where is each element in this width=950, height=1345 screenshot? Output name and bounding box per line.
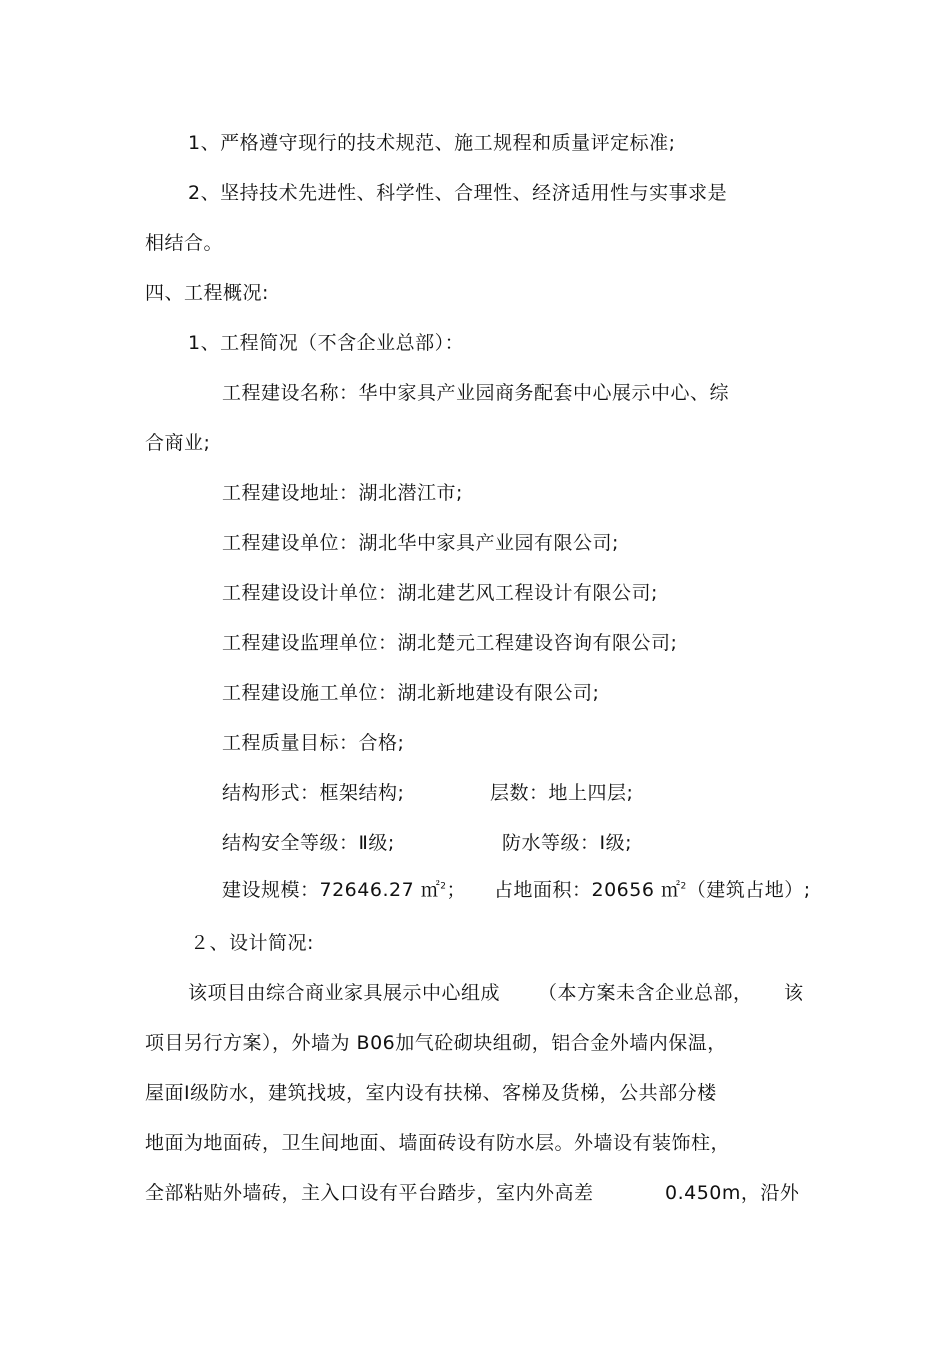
principle-2: 2、坚持技术先进性、科学性、合理性、经济适用性与实事求是 bbox=[188, 182, 728, 204]
design-para-line-3: 屋面Ⅰ级防水，建筑找坡，室内设有扶梯、客梯及货梯，公共部分楼 bbox=[145, 1082, 717, 1104]
waterproof-grade: 防水等级：Ⅰ级; bbox=[502, 832, 633, 854]
quality-target: 工程质量目标：合格; bbox=[222, 732, 405, 754]
subsection-overview: 1、工程简况（不含企业总部）： bbox=[188, 332, 465, 354]
subsection-design: ２、设计简况: bbox=[190, 932, 314, 954]
construction-scale: 建设规模：72646.27 ㎡$^2$； bbox=[222, 879, 466, 901]
principle-1: 1、严格遵守现行的技术规范、施工规程和质量评定标准; bbox=[188, 132, 676, 154]
section-heading: 四、工程概况: bbox=[145, 282, 269, 304]
principle-2-cont: 相结合。 bbox=[145, 232, 224, 254]
project-contractor: 工程建设施工单位：湖北新地建设有限公司; bbox=[222, 682, 600, 704]
floor-count: 层数：地上四层; bbox=[490, 782, 634, 804]
safety-grade: 结构安全等级：Ⅱ级; bbox=[222, 832, 395, 854]
land-area: 占地面积：20656 ㎡$^2$（建筑占地）; bbox=[494, 879, 811, 901]
project-owner: 工程建设单位：湖北华中家具产业园有限公司; bbox=[222, 532, 619, 554]
project-name: 工程建设名称：华中家具产业园商务配套中心展示中心、综 bbox=[222, 382, 730, 404]
design-para-line-4: 地面为地面砖，卫生间地面、墙面砖设有防水层。外墙设有装饰柱， bbox=[145, 1132, 731, 1154]
project-address: 工程建设地址：湖北潜江市; bbox=[222, 482, 463, 504]
structure-type: 结构形式：框架结构; bbox=[222, 782, 405, 804]
document-page: 1、严格遵守现行的技术规范、施工规程和质量评定标准; 2、坚持技术先进性、科学性、合理性、经济适用性与实事求是 相结合。 四、工程概况: 1、工程简况（不含企业总部）： 工程建设名称：华中家具产业园商务配套中心展示中心、综 合商业; 工程建设地址：湖北潜江市; 工程建设单位：湖北华中家具产业园有限公司; 工程建设设计单位：湖北建艺风工程设计有限公司; 工程建设监理单位：湖北楚元工程建设咨询有限公司; 工程建设施工单位：湖北新地建设有限公司; 工程质量目标：合格; 结构形式：框架结构; 层数：地上四层; 结构安全等级：Ⅱ级; 防水等级：Ⅰ级; 建设规模：72646.27 ㎡$^2$； 占地面积：20656 ㎡$^2$（建筑占地）; ２、设计简况: 该项目由综合商业家具展示中心组成 （本方案未含企业总部， 该 项目另行方案），外墙为 B06加气砼砌块组砌，铝合金外墙内保温， 屋面Ⅰ级防水，建筑找坡，室内设有扶梯、客梯及货梯，公共部分楼 地面为地面砖，卫生间地面、墙面砖设有防水层。外墙设有装饰柱， 全部粘贴外墙砖，主入口设有平台踏步，室内外高差 0.450m，沿外 bbox=[145, 132, 811, 1204]
project-name-cont: 合商业; bbox=[145, 432, 211, 454]
project-designer: 工程建设设计单位：湖北建艺风工程设计有限公司; bbox=[222, 582, 658, 604]
project-supervisor: 工程建设监理单位：湖北楚元工程建设咨询有限公司; bbox=[222, 632, 678, 654]
design-para-line-2: 项目另行方案），外墙为 B06加气砼砌块组砌，铝合金外墙内保温， bbox=[145, 1032, 727, 1054]
